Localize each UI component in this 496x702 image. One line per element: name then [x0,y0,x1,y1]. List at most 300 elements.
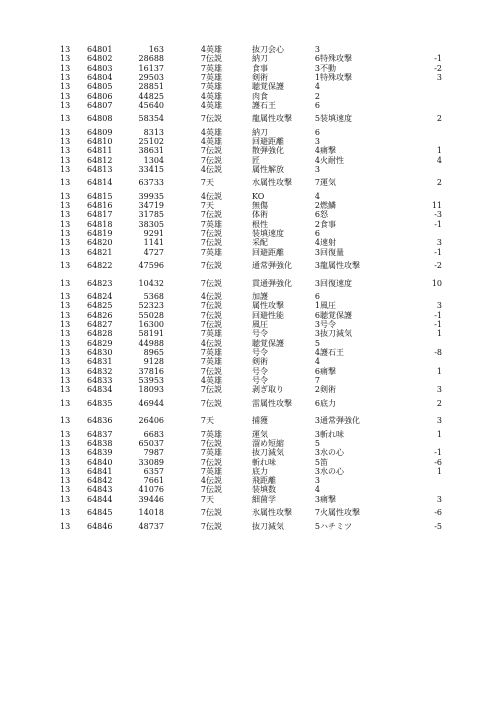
col-number: 25102 [138,137,164,147]
col-group: 13 [60,457,71,467]
col-skill1-value: 3 [314,494,320,504]
col-rarity: 7 [200,320,206,330]
col-skill1-value: 3 [314,45,320,55]
col-number: 38631 [138,146,164,156]
col-number: 58191 [138,329,164,339]
col-group: 13 [60,320,71,330]
col-grade: 伝説 [206,366,222,376]
col-skill1-value: 3 [314,429,320,439]
table-row [0,229,496,238]
table-row [0,485,496,494]
col-skill2: 食事 [320,219,336,229]
col-skill2: 剣術 [320,385,336,395]
col-rarity: 7 [200,485,206,495]
col-number: 48737 [138,521,164,531]
col-number: 1304 [143,155,164,165]
col-skill2 [320,45,378,54]
col-grade: 英雄 [206,466,222,476]
col-group: 13 [60,292,71,302]
col-grade: 天 [206,178,214,188]
col-skill2-value: -3 [434,210,442,220]
col-id: 64818 [87,219,113,229]
col-id: 64822 [87,261,113,271]
col-id: 64846 [87,521,113,531]
col-skill2-value: -1 [434,310,442,320]
col-id: 64836 [87,416,113,426]
col-grade: 伝説 [206,398,222,408]
col-skill1: 龍属性攻撃 [252,114,292,124]
col-id: 64809 [87,127,113,137]
col-group: 13 [60,416,71,426]
col-skill1: 装填速度 [252,229,284,239]
col-skill2 [320,128,378,137]
col-skill1-value: 6 [314,100,320,110]
col-id: 64825 [87,301,113,311]
col-group: 13 [60,485,71,495]
col-skill1: 剥ぎ取り [252,385,284,395]
col-rarity: 7 [200,238,206,248]
col-id: 64810 [87,137,113,147]
col-skill2-value: -1 [434,320,442,330]
col-number: 28688 [138,54,164,64]
col-skill2: 底力 [320,398,336,408]
table-row [0,101,496,110]
col-group: 13 [60,137,71,147]
col-skill2-value [420,91,442,100]
col-id: 64842 [87,476,113,486]
col-skill1: 抜刀減気 [252,521,284,531]
col-group: 13 [60,261,71,271]
col-number: 52323 [138,301,164,311]
col-group: 13 [60,278,71,288]
col-grade: 英雄 [206,448,222,458]
col-id: 64802 [87,54,113,64]
col-rarity: 4 [200,165,206,174]
col-grade: 天 [206,494,214,504]
col-skill1-value: 3 [314,329,320,339]
col-id: 64839 [87,448,113,458]
col-skill1: 匠 [252,155,260,165]
col-skill2: 龍属性攻撃 [320,261,360,271]
col-group: 13 [60,247,71,257]
col-number: 26406 [138,416,164,426]
col-number: 9128 [143,357,164,367]
col-grade: 英雄 [206,127,222,137]
col-skill1: 斬れ味 [252,457,276,467]
table-row [0,329,496,338]
col-skill1-value: 7 [314,375,320,385]
col-rarity: 7 [200,73,206,83]
table-row [0,385,496,394]
col-skill2 [320,229,378,238]
col-skill1: 飛距離 [252,476,276,486]
col-grade: 伝説 [206,229,222,239]
col-skill1: 根性 [252,219,268,229]
col-rarity: 7 [200,366,206,376]
col-grade: 伝説 [206,521,222,531]
col-skill1-value: 4 [314,485,320,495]
col-grade: 英雄 [206,375,222,385]
col-number: 6683 [143,429,164,439]
col-grade: 英雄 [206,137,222,147]
col-skill2-value: 3 [436,301,442,311]
col-id: 64843 [87,485,113,495]
col-id: 64830 [87,347,113,357]
table-row [0,366,496,375]
col-skill2: 燃鱗 [320,201,336,211]
col-skill2-value [420,101,442,110]
table-row [0,376,496,385]
col-rarity: 4 [200,476,206,486]
col-rarity: 7 [200,385,206,395]
col-number: 63733 [138,178,164,188]
col-rarity: 7 [200,429,206,439]
col-rarity: 7 [200,278,206,288]
col-grade: 英雄 [206,63,222,73]
col-number: 18093 [138,385,164,395]
col-number: 33415 [138,165,164,174]
col-skill1: 抜刀会心 [252,45,284,55]
col-group: 13 [60,100,71,110]
col-skill2-value: -8 [434,347,442,357]
col-group: 13 [60,438,71,448]
col-grade: 伝説 [206,508,222,518]
col-grade: 伝説 [206,238,222,248]
col-grade: 英雄 [206,247,222,257]
col-skill2-value: 10 [431,278,442,288]
col-id: 64838 [87,438,113,448]
col-group: 13 [60,494,71,504]
col-skill1: 号令 [252,329,268,339]
col-skill1: 底力 [252,466,268,476]
col-rarity: 4 [200,375,206,385]
col-group: 13 [60,385,71,395]
col-skill2: 運気 [320,178,336,188]
col-number: 29503 [138,73,164,83]
col-skill2: 風圧 [320,301,336,311]
table-row [0,220,496,229]
col-skill2: 斬れ味 [320,429,344,439]
col-skill1-value: 6 [314,210,320,220]
col-rarity: 7 [200,178,206,188]
table-row [0,412,496,430]
col-group: 13 [60,508,71,518]
col-skill2-value [420,192,442,201]
col-skill1-value: 1 [314,73,320,83]
table-row [0,137,496,146]
col-id: 64815 [87,191,113,201]
col-skill1: 通常弾強化 [252,261,292,271]
col-rarity: 7 [200,310,206,320]
table-row [0,82,496,91]
col-skill1: 号令 [252,347,268,357]
col-grade: 英雄 [206,100,222,110]
col-number: 41076 [138,485,164,495]
col-grade: 伝説 [206,146,222,156]
col-number: 65037 [138,438,164,448]
table-row [0,210,496,219]
col-skill1-value: 6 [314,292,320,302]
col-group: 13 [60,429,71,439]
col-group: 13 [60,229,71,239]
col-rarity: 7 [200,416,206,426]
col-id: 64821 [87,247,113,257]
col-skill2: 水の心 [320,466,344,476]
col-id: 64808 [87,114,113,124]
col-skill1: 溜め短縮 [252,438,284,448]
col-group: 13 [60,521,71,531]
col-rarity: 7 [200,508,206,518]
col-skill1: 体術 [252,210,268,220]
col-number: 5368 [143,292,164,302]
col-id: 64801 [87,45,113,55]
col-grade: 伝説 [206,54,222,64]
col-skill2-value: 2 [436,114,442,124]
col-rarity: 4 [200,91,206,101]
col-id: 64831 [87,357,113,367]
table-row [0,156,496,165]
col-skill2-value: 1 [436,146,442,156]
col-skill2 [320,357,378,366]
col-skill2-value [420,137,442,146]
col-group: 13 [60,448,71,458]
col-number: 38305 [138,219,164,229]
table-row [0,495,496,504]
col-skill2 [320,91,378,100]
col-number: 9291 [143,229,164,239]
col-grade: 伝説 [206,301,222,311]
col-group: 13 [60,476,71,486]
col-group: 13 [60,301,71,311]
col-number: 8313 [143,127,164,137]
table-row [0,110,496,128]
col-number: 45640 [138,100,164,110]
col-rarity: 7 [200,438,206,448]
col-rarity: 4 [200,292,206,302]
col-id: 64841 [87,466,113,476]
col-skill2-value [420,292,442,301]
table-row [0,457,496,466]
col-skill1: 水属性攻撃 [252,178,292,188]
col-skill2 [320,339,378,348]
col-skill2-value [420,128,442,137]
col-skill2 [320,439,378,448]
col-skill2 [320,476,378,485]
col-skill2-value: -6 [434,457,442,467]
col-skill2 [320,192,378,201]
col-skill1-value: 3 [314,466,320,476]
col-skill2: 装填速度 [320,114,352,124]
col-id: 64819 [87,229,113,239]
col-skill2-value: -1 [434,219,442,229]
col-skill2: 痛撃 [320,366,336,376]
col-grade: 英雄 [206,357,222,367]
table-row [0,174,496,192]
col-id: 64845 [87,508,113,518]
col-grade: 英雄 [206,429,222,439]
col-grade: 天 [206,416,214,426]
table-row [0,448,496,457]
table-row [0,301,496,310]
col-skill2: 護石王 [320,347,344,357]
col-skill1: 護石王 [252,100,276,110]
col-rarity: 7 [200,448,206,458]
table-row [0,238,496,247]
col-number: 28851 [138,82,164,92]
col-skill1: 号令 [252,366,268,376]
col-skill1-value: 5 [314,521,320,531]
col-rarity: 4 [200,191,206,201]
col-number: 44988 [138,338,164,348]
col-skill1: 肉食 [252,91,268,101]
col-skill2-value: 3 [436,416,442,426]
col-number: 163 [148,45,164,55]
col-skill2-value [420,485,442,494]
col-skill2 [320,485,378,494]
col-rarity: 4 [200,100,206,110]
col-grade: 伝説 [206,278,222,288]
col-skill2 [320,137,378,146]
col-skill1-value: 5 [314,438,320,448]
col-id: 64816 [87,201,113,211]
col-group: 13 [60,155,71,165]
col-group: 13 [60,114,71,124]
col-number: 7661 [143,476,164,486]
col-number: 6357 [143,466,164,476]
col-skill2 [320,292,378,301]
col-skill2-value [420,165,442,174]
col-id: 64832 [87,366,113,376]
col-skill1-value: 3 [314,320,320,330]
col-skill1-value: 6 [314,54,320,64]
col-skill2-value [420,376,442,385]
col-skill1-value: 3 [314,63,320,73]
col-group: 13 [60,310,71,320]
col-rarity: 7 [200,82,206,92]
col-number: 33089 [138,457,164,467]
col-skill2-value [420,476,442,485]
col-rarity: 7 [200,347,206,357]
col-skill2: 号令 [320,320,336,330]
col-number: 4727 [143,247,164,257]
col-skill1-value: 2 [314,91,320,101]
col-group: 13 [60,366,71,376]
col-id: 64837 [87,429,113,439]
col-skill2-value [420,229,442,238]
table-row [0,257,496,275]
col-skill1: 無傷 [252,201,268,211]
col-number: 46944 [138,398,164,408]
table-row [0,146,496,155]
col-skill1-value: 2 [314,219,320,229]
col-group: 13 [60,201,71,211]
col-skill1: 号令 [252,375,268,385]
col-group: 13 [60,91,71,101]
col-id: 64828 [87,329,113,339]
table-row [0,73,496,82]
col-skill2-value: 3 [436,73,442,83]
col-skill1-value: 2 [314,201,320,211]
col-skill1: 聴覚保護 [252,338,284,348]
col-skill2-value: 1 [436,329,442,339]
table-row [0,348,496,357]
table-row [0,91,496,100]
col-skill1: 捕獲 [252,416,268,426]
col-skill1: 風圧 [252,320,268,330]
col-number: 44825 [138,91,164,101]
col-rarity: 7 [200,114,206,124]
col-id: 64806 [87,91,113,101]
table-row [0,521,496,530]
col-skill2: ハチミツ [320,521,352,531]
col-id: 64817 [87,210,113,220]
col-skill2 [320,101,378,110]
table-row [0,248,496,257]
col-rarity: 7 [200,201,206,211]
col-skill1: 雷属性攻撃 [252,398,292,408]
table-row [0,439,496,448]
col-grade: 伝説 [206,385,222,395]
col-rarity: 7 [200,210,206,220]
col-skill2 [320,376,378,385]
col-grade: 英雄 [206,347,222,357]
col-skill2-value: 3 [436,494,442,504]
col-skill2: 痛撃 [320,146,336,156]
col-skill1-value: 1 [314,301,320,311]
col-grade: 伝説 [206,338,222,348]
col-grade: 伝説 [206,457,222,467]
col-skill1-value: 4 [314,238,320,248]
data-table [0,45,496,531]
col-skill2-value: -1 [434,448,442,458]
table-row [0,274,496,292]
col-id: 64829 [87,338,113,348]
table-row [0,357,496,366]
col-skill2-value: 1 [436,366,442,376]
col-skill2 [320,82,378,91]
col-skill1-value: 4 [314,146,320,156]
col-skill2-value: 11 [431,201,442,211]
col-skill2-value: 4 [436,155,442,165]
col-skill2-value: -1 [434,54,442,64]
col-skill1: 属性解放 [252,165,284,174]
col-group: 13 [60,191,71,201]
table-row [0,394,496,412]
col-id: 64803 [87,63,113,73]
col-group: 13 [60,178,71,188]
col-skill1-value: 4 [314,82,320,92]
col-number: 55028 [138,310,164,320]
col-skill1: 回避距離 [252,137,284,147]
table-row [0,320,496,329]
col-skill1: KO [252,191,265,201]
col-skill1-value: 3 [314,261,320,271]
col-id: 64827 [87,320,113,330]
col-skill1-value: 6 [314,310,320,320]
col-rarity: 7 [200,329,206,339]
col-group: 13 [60,146,71,156]
col-id: 64826 [87,310,113,320]
col-number: 7987 [143,448,164,458]
col-id: 64807 [87,100,113,110]
col-group: 13 [60,73,71,83]
col-grade: 伝説 [206,165,222,174]
col-skill2-value: 2 [436,178,442,188]
col-skill1-value: 3 [314,416,320,426]
col-skill1-value: 5 [314,457,320,467]
col-id: 64805 [87,82,113,92]
col-number: 58354 [138,114,164,124]
